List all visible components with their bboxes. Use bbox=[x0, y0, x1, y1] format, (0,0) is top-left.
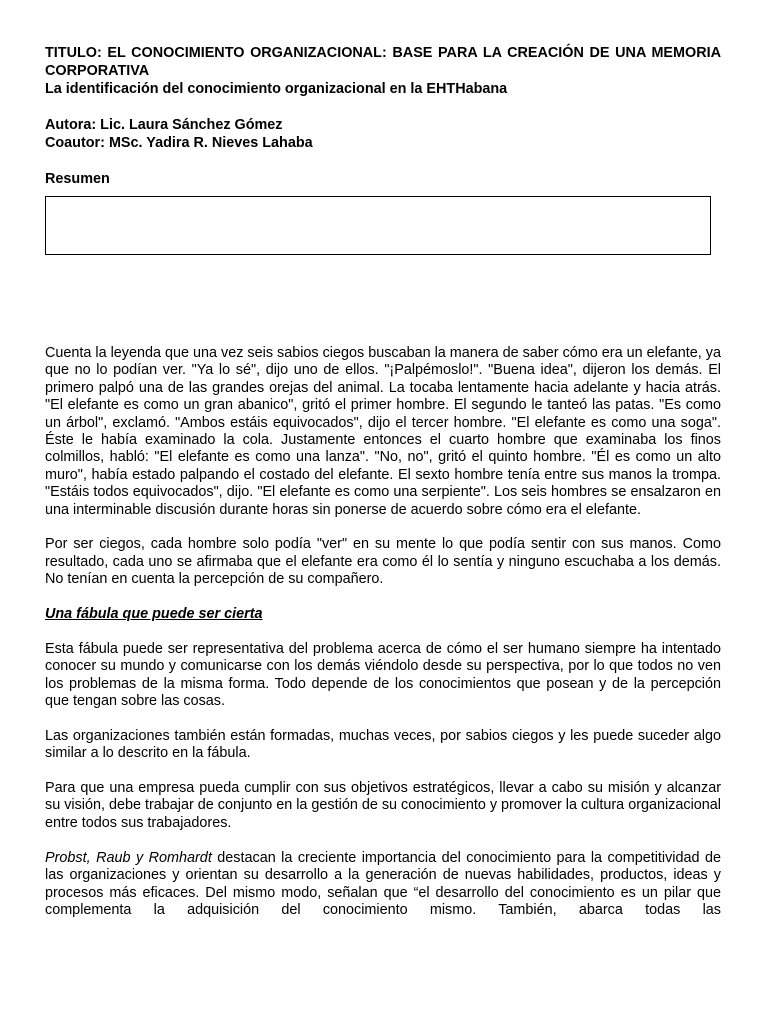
document-title: TITULO: EL CONOCIMIENTO ORGANIZACIONAL: BASE PARA LA CREACIÓN DE UNA MEMORIA CORPORATIVA bbox=[45, 45, 721, 79]
paragraph-blind-men: Por ser ciegos, cada hombre solo podía "ver" en su mente lo que podía sentir con sus manos. Como resultado, cada uno se afirmaba que el elefante era como él lo sentía y ninguno escuchaba a los demás. No tenían en cuenta la percepción de su compañero. bbox=[45, 536, 721, 588]
author-line: Autora: Lic. Laura Sánchez Gómez bbox=[45, 117, 283, 133]
section-heading: Una fábula que puede ser cierta bbox=[45, 606, 263, 623]
paragraph-organizations: Las organizaciones también están formadas, muchas veces, por sabios ciegos y les puede suceder algo similar a lo descrito en la fábula. bbox=[45, 727, 721, 762]
paragraph-probst bbox=[45, 850, 721, 920]
resumen-label: Resumen bbox=[45, 171, 110, 187]
paragraph-probst-text: destacan la creciente importancia del conocimiento para la competitividad de las organizaciones y orientan su desarrollo a la generación de nuevas habilidades, productos, ideas y procesos más eficaces. Del mismo modo, señalan que “el desarrollo del conocimiento es un pilar que complementa la adquisición del conocimiento mismo. También, abarca todas las bbox=[45, 849, 721, 918]
paragraph-legend: Cuenta la leyenda que una vez seis sabios ciegos buscaban la manera de saber cómo era un elefante, ya que no lo podían ver. "Ya lo sé", dijo uno de ellos. "¡Palpémoslo!". "Buena idea", dijeron los demás. El primero palpó una de las grandes orejas del animal. La tocaba lentamente hacia adelante y hacia atrás. "El elefante es como un gran abanico", gritó el primer hombre. El segundo le tanteó las patas. "Es como un árbol", exclamó. "Ambos estáis equivocados", dijo el tercer hombre. "El elefante es como una soga". Éste le había examinado la cola. Justamente entonces el cuarto hombre que examinaba los finos colmillos, habló: "El elefante es como una lanza". "No, no", gritó el quinto hombre. "Él es como un alto muro", había estado palpando el costado del elefante. El sexto hombre tenía entre sus manos la trompa. "Estáis todos equivocados", dijo. "El elefante es como una serpiente". Los seis hombres se ensalzaron en una interminable discusión durante horas sin ponerse de acuerdo sobre cómo era el elefante. bbox=[45, 345, 721, 518]
document-page bbox=[45, 44, 721, 918]
coauthor-line: Coautor: MSc. Yadira R. Nieves Lahaba bbox=[45, 135, 313, 151]
document-body bbox=[45, 345, 721, 937]
resumen-box bbox=[45, 196, 711, 255]
paragraph-strategy: Para que una empresa pueda cumplir con sus objetivos estratégicos, llevar a cabo su misión y alcanzar su visión, debe trabajar de conjunto en la gestión de su conocimiento y promover la cultura organizacional entre todos sus trabajadores. bbox=[45, 780, 721, 831]
paragraph-fable: Esta fábula puede ser representativa del problema acerca de cómo el ser humano siempre ha intentado conocer su mundo y comunicarse con los demás viéndolo desde su perspectiva, por lo que todos no ven los problemas de la misma forma. Todo depende de los conocimientos que posean y de la percepción que tengan sobre las cosas. bbox=[45, 640, 721, 710]
author-citation: Probst, Raub y Romhardt bbox=[45, 849, 212, 866]
document-subtitle: La identificación del conocimiento organizacional en la EHTHabana bbox=[45, 81, 508, 97]
